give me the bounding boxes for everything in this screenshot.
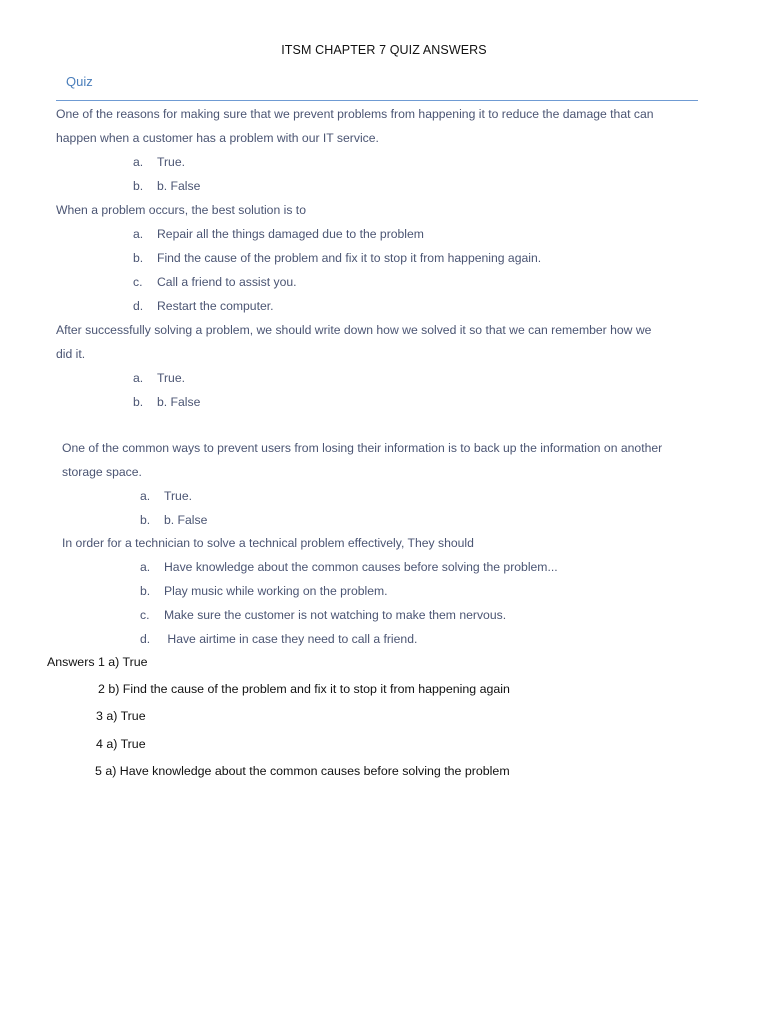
question-1-line-2: happen when a customer has a problem with our IT service. [56, 131, 379, 145]
option-text: True. [157, 371, 185, 385]
option-letter: b. [133, 179, 144, 193]
answer-2: 2 b) Find the cause of the problem and fix it to stop it from happening again [98, 682, 510, 696]
option-letter: a. [133, 155, 144, 169]
option-text: Restart the computer. [157, 299, 274, 313]
question-1-option-a [133, 154, 185, 170]
option-text: True. [157, 155, 185, 169]
answer-5: 5 a) Have knowledge about the common causes before solving the problem [95, 764, 510, 778]
question-1-line-1: One of the reasons for making sure that we prevent problems from happening it to reduce the damage that can [56, 107, 654, 121]
option-letter: b. [133, 395, 144, 409]
quiz-heading: Quiz [66, 74, 93, 89]
option-letter: c. [140, 608, 150, 622]
question-5-line-1: In order for a technician to solve a technical problem effectively, They should [62, 536, 474, 550]
question-2-option-c [133, 274, 297, 290]
question-3-option-b [133, 394, 200, 410]
option-text: Find the cause of the problem and fix it to stop it from happening again. [157, 251, 542, 265]
option-letter: b. [140, 584, 151, 598]
question-5-option-b [140, 583, 388, 599]
heading-divider [56, 100, 698, 101]
option-text: Call a friend to assist you. [157, 275, 297, 289]
option-letter: c. [133, 275, 143, 289]
question-2-line-1: When a problem occurs, the best solution is to [56, 203, 306, 217]
option-letter: a. [133, 371, 144, 385]
document-title: ITSM CHAPTER 7 QUIZ ANSWERS [281, 43, 487, 57]
question-2-option-d [133, 298, 274, 314]
option-text: Have knowledge about the common causes before solving the problem... [164, 560, 558, 574]
question-4-line-1: One of the common ways to prevent users from losing their information is to back up the information on another [62, 441, 663, 455]
question-5-option-d [140, 631, 417, 647]
answer-4: 4 a) True [96, 737, 146, 751]
question-3-option-a [133, 370, 185, 386]
option-letter: a. [140, 560, 151, 574]
question-4-line-2: storage space. [62, 465, 142, 479]
question-5-option-a [140, 559, 558, 575]
option-text: b. False [164, 513, 208, 527]
question-4-option-b [140, 512, 207, 528]
option-letter: d. [140, 632, 151, 646]
question-4-option-a [140, 488, 192, 504]
option-letter: a. [133, 227, 144, 241]
option-text: b. False [157, 179, 201, 193]
question-3-line-2: did it. [56, 347, 86, 361]
option-letter: b. [133, 251, 144, 265]
option-text: True. [164, 489, 192, 503]
question-5-option-c [140, 607, 506, 623]
answer-3: 3 a) True [96, 709, 146, 723]
option-text: b. False [157, 395, 201, 409]
option-letter: a. [140, 489, 151, 503]
option-letter: b. [140, 513, 151, 527]
question-3-line-1: After successfully solving a problem, we should write down how we solved it so that we can remember how we [56, 323, 652, 337]
option-text: Have airtime in case they need to call a friend. [164, 632, 418, 646]
option-text: Make sure the customer is not watching to make them nervous. [164, 608, 507, 622]
option-text: Repair all the things damaged due to the problem [157, 227, 424, 241]
question-2-option-b [133, 250, 541, 266]
question-2-option-a [133, 226, 424, 242]
question-1-option-b [133, 178, 200, 194]
answer-1: Answers 1 a) True [47, 655, 148, 669]
option-text: Play music while working on the problem. [164, 584, 388, 598]
option-letter: d. [133, 299, 144, 313]
